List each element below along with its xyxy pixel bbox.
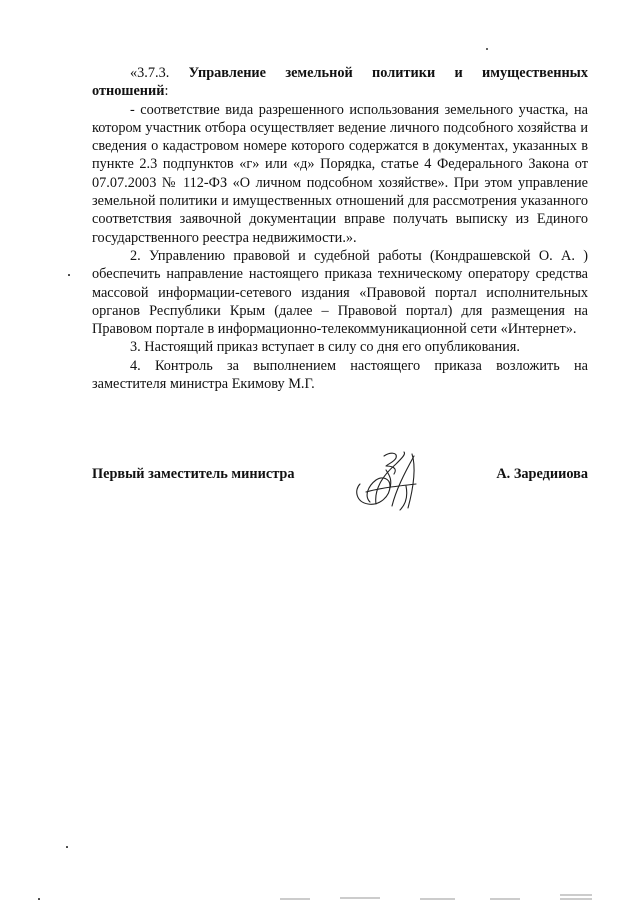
document-body: [92, 64, 588, 393]
scan-speck: [486, 48, 488, 50]
section-heading: Управление земельной политики и имущественных отношений: [92, 65, 588, 100]
scan-edge-marks: [270, 893, 600, 901]
scan-speck: [38, 898, 40, 900]
paragraph-3-7-3: [92, 64, 588, 101]
paragraph-4: 4. Контроль за выполнением настоящего приказа возложить на заместителя министра Екимову М.Г.: [92, 357, 588, 393]
scan-speck: [68, 274, 70, 276]
scan-speck: [66, 846, 68, 848]
signatory-position: Первый заместитель министра: [92, 466, 295, 482]
paragraph-3: 3. Настоящий приказ вступает в силу со дня его опубликования.: [130, 339, 520, 356]
heading-colon: :: [164, 83, 169, 100]
handwritten-signature: [346, 446, 436, 518]
signatory-name: А. Заредииова: [496, 466, 588, 482]
paragraph-number: «3.7.3.: [130, 65, 170, 81]
paragraph-2: 2. Управлению правовой и судебной работы (Кондрашевской О. А. ) обеспечить направление настоящего приказа техническому оператору средства массовой информации-сетевого издания «Правовой портал исполнительных органов Республики Крым (далее – Правовой портал) для размещения на Правовом портале в информационно-телекоммуникационной сети «Интернет».: [92, 247, 588, 338]
paragraph-3-7-3-body: - соответствие вида разрешенного использования земельного участка, на котором участник отбора осуществляет ведение личного подсобного хозяйства и сведения о кадастровом номере которого содержатся в документах, указанных в пункте 2.3 подпунктов «г» или «д» Порядка, статье 4 Федерального Закона от 07.07.2003 № 112-ФЗ «О личном подсобном хозяйстве». При этом управление земельной политики и имущественных отношений для рассмотрения указанного соответствия заявочной документации вправе получать выписку из Единого государственного реестра недвижимости.».: [92, 101, 588, 246]
